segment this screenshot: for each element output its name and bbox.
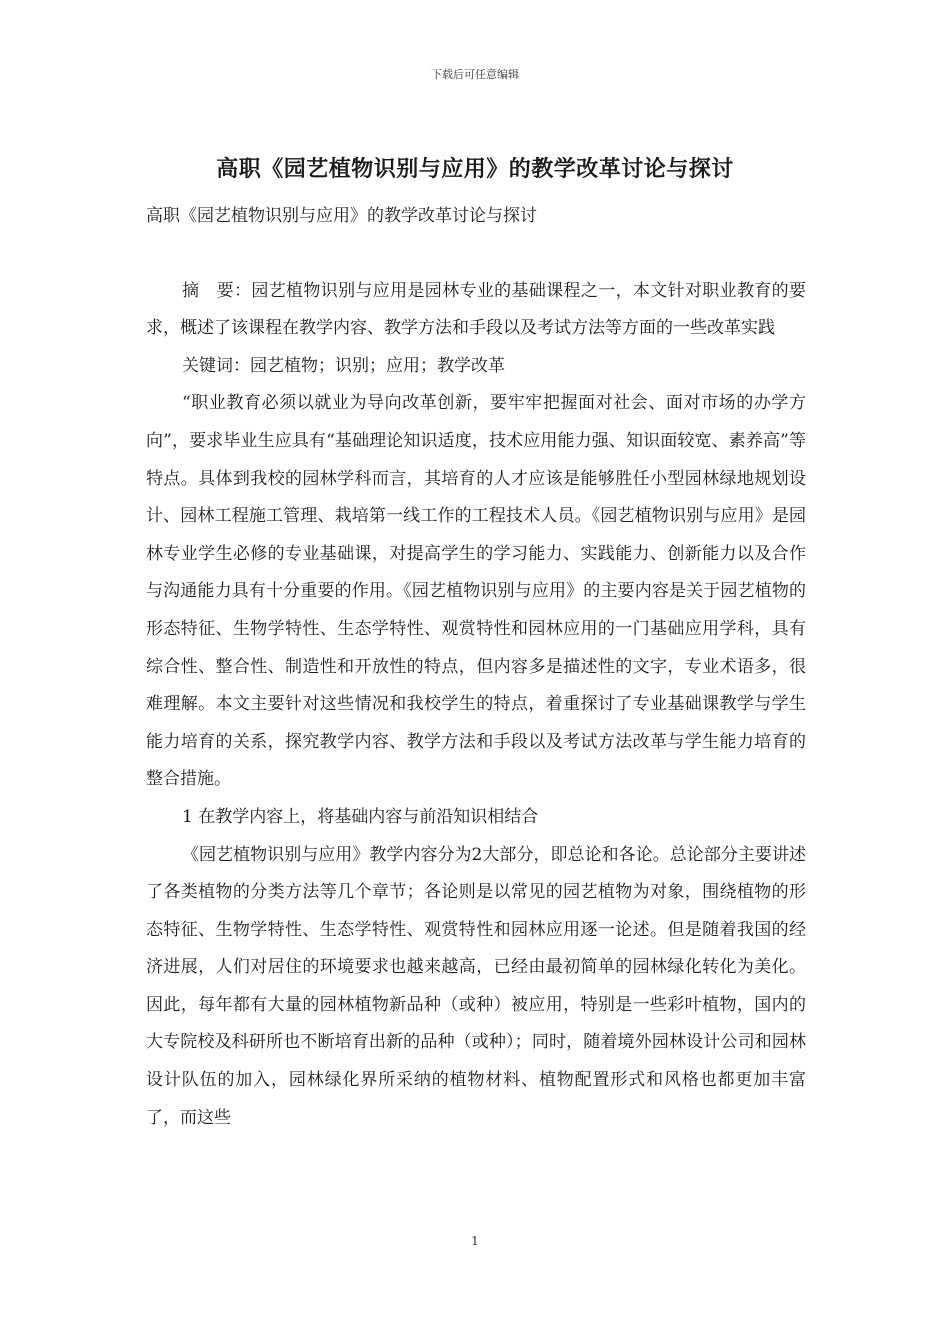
keywords-line: 关键词：园艺植物；识别；应用；教学改革 — [182, 355, 505, 376]
abstract-paragraph: 摘 要：园艺植物识别与应用是园林专业的基础课程之一，本文针对职业教育的要求，概述了该课程在教学内容、教学方法和手段以及考试方法等方面的一些改革实践 — [146, 280, 806, 339]
document-body — [146, 198, 806, 1137]
page-number: 1 — [471, 1234, 479, 1248]
document-subtitle: 高职《园艺植物识别与应用》的教学改革讨论与探讨 — [146, 206, 537, 226]
header-note: 下载后可任意编辑 — [431, 68, 519, 81]
body-paragraph-1: “职业教育必须以就业为导向改革创新，要牢牢把握面对社会、面对市场的办学方向”，要求毕业生应具有“基础理论知识适度，技术应用能力强、知识面较宽、素养高”等特点。具体到我校的园林学科而言，其培育的人才应该是能够胜任小型园林绿地规划设计、园林工程施工管理、栽培第一线工作的工程技术人员。《园艺植物识别与应用》是园林专业学生必修的专业基础课，对提高学生的学习能力、实践能力、创新能力以及合作与沟通能力具有十分重要的作用。《园艺植物识别与应用》的主要内容是关于园艺植物的形态特征、生物学特性、生态学特性、观赏特性和园林应用的一门基础应用学科，具有综合性、整合性、制造性和开放性的特点，但内容多是描述性的文字，专业术语多，很难理解。本文主要针对这些情况和我校学生的特点，着重探讨了专业基础课教学与学生能力培育的关系，探究教学内容、教学方法和手段以及考试方法改革与学生能力培育的整合措施。 — [146, 393, 806, 790]
section-1-heading: 1 在教学内容上，将基础内容与前沿知识相结合 — [182, 806, 539, 827]
document-title: 高职《园艺植物识别与应用》的教学改革讨论与探讨 — [216, 156, 734, 182]
body-paragraph-2: 《园艺植物识别与应用》教学内容分为2大部分，即总论和各论。总论部分主要讲述了各类植物的分类方法等几个章节；各论则是以常见的园艺植物为对象，围绕植物的形态特征、生物学特性、生态学特性、观赏特性和园林应用逐一论述。但是随着我国的经济进展，人们对居住的环境要求也越来越高，已经由最初简单的园林绿化转化为美化。因此，每年都有大量的园林植物新品种（或种）被应用，特别是一些彩叶植物，国内的大专院校及科研所也不断培育出新的品种（或种）；同时，随着境外园林设计公司和园林设计队伍的加入，园林绿化界所采纳的植物材料、植物配置形式和风格也都更加丰富了，而这些 — [146, 844, 806, 1128]
